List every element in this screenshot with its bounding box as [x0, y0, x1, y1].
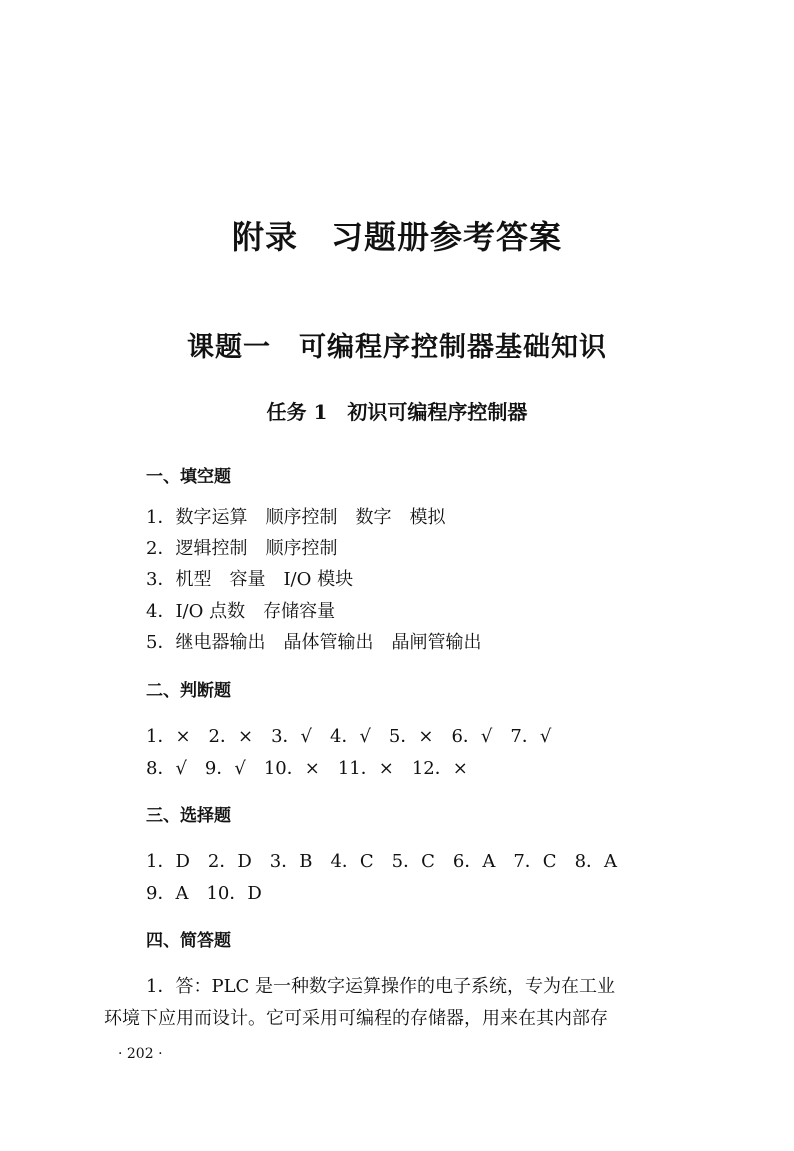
- section-heading-true-false: 二、判断题: [146, 681, 231, 701]
- answer-line: 2．逻辑控制 顺序控制: [146, 538, 338, 559]
- task-title: 任务 1 初识可编程序控制器: [266, 400, 528, 424]
- topic-title: 课题一 可编程序控制器基础知识: [187, 332, 607, 363]
- answer-line: 9．A 10．D: [146, 883, 262, 904]
- answer-line: 1．数字运算 顺序控制 数字 模拟: [146, 507, 446, 528]
- page-number: · 202 ·: [118, 1046, 163, 1062]
- appendix-title: 附录 习题册参考答案: [231, 218, 562, 256]
- answer-line: 8．√ 9．√ 10．× 11．× 12．×: [146, 758, 468, 779]
- section-heading-fill-blank: 一、填空题: [146, 467, 231, 487]
- paragraph-line: 环境下应用而设计。它可采用可编程的存储器，用来在其内部存: [104, 1008, 608, 1029]
- section-heading-short-answer: 四、简答题: [146, 931, 231, 951]
- answer-line: 1．× 2．× 3．√ 4．√ 5．× 6．√ 7．√: [146, 726, 552, 747]
- answer-line: 4．I/O 点数 存储容量: [146, 601, 336, 622]
- answer-line: 5．继电器输出 晶体管输出 晶闸管输出: [146, 632, 482, 653]
- section-heading-multiple-choice: 三、选择题: [146, 806, 231, 826]
- paragraph-line: 1．答：PLC 是一种数字运算操作的电子系统，专为在工业: [146, 976, 616, 997]
- answer-line: 3．机型 容量 I/O 模块: [146, 569, 354, 590]
- answer-line: 1．D 2．D 3．B 4．C 5．C 6．A 7．C 8．A: [146, 851, 618, 872]
